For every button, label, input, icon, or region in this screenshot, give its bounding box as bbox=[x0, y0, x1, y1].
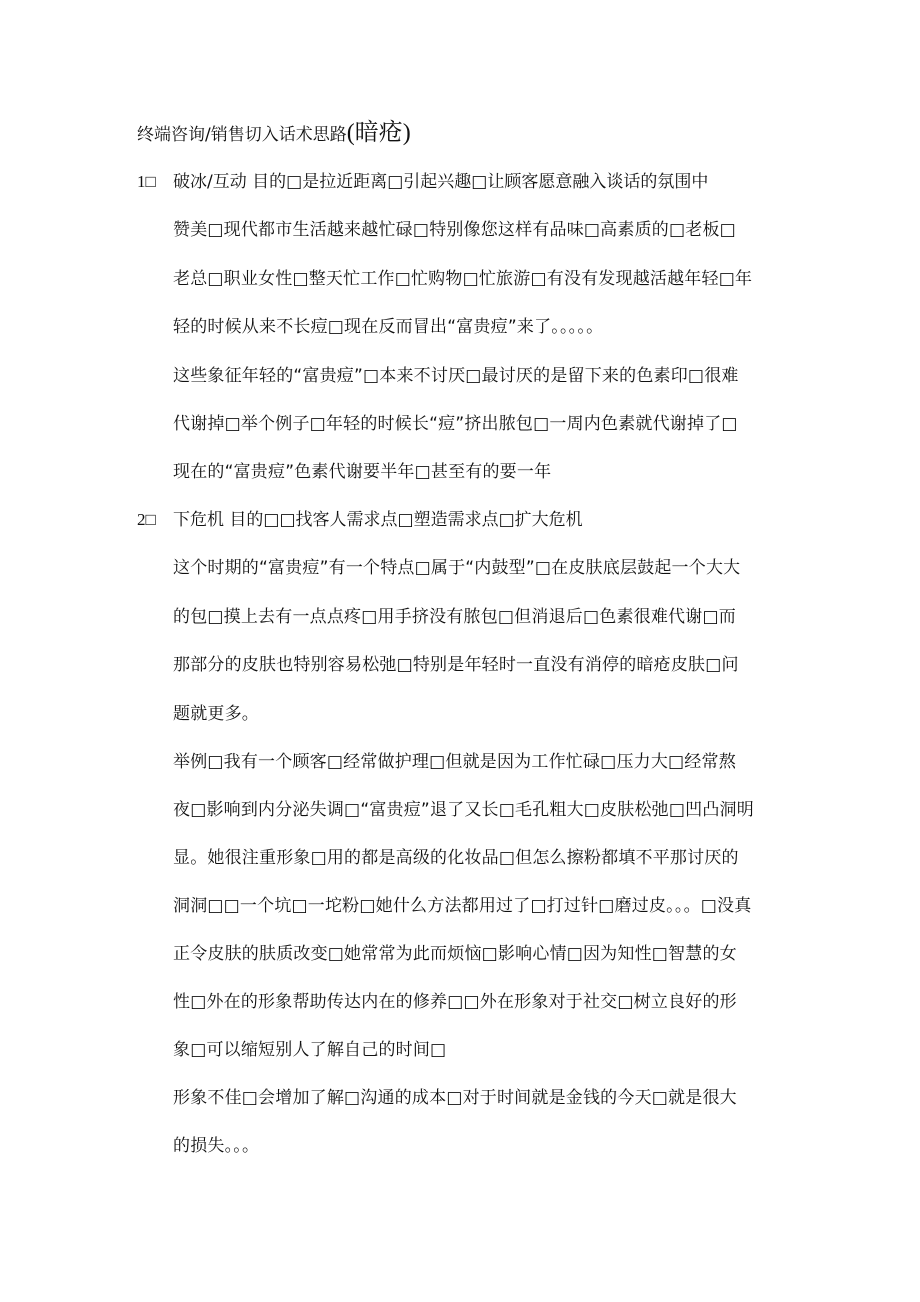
paragraph-line: 题就更多。 bbox=[173, 704, 259, 724]
paragraph-line: 象□可以缩短别人了解自己的时间□ bbox=[173, 1040, 447, 1060]
paragraph-line: 的损失。。。 bbox=[173, 1136, 260, 1156]
paragraph-line: 正令皮肤的肤质改变□她常常为此而烦恼□影响心情□因为知性□智慧的女 bbox=[173, 944, 737, 964]
paragraph-line: 洞洞□□一个坑□一坨粉□她什么方法都用过了□打过针□磨过皮。。。□没真 bbox=[173, 896, 752, 916]
section-number: 2□ bbox=[137, 510, 156, 529]
section-heading-text: 破冰/互动 目的□是拉近距离□引起兴趣□让顾客愿意融入谈话的氛围中 bbox=[173, 172, 709, 192]
paragraph-line: 的包□摸上去有一点点疼□用手挤没有脓包□但消退后□色素很难代谢□而 bbox=[173, 607, 736, 627]
paragraph-line: 老总□职业女性□整天忙工作□忙购物□忙旅游□有没有发现越活越年轻□年 bbox=[173, 269, 753, 289]
section-2-heading bbox=[137, 508, 897, 532]
paragraph-line: 显。她很注重形象□用的都是高级的化妆品□但怎么擦粉都填不平那讨厌的 bbox=[173, 848, 739, 868]
paragraph-line: 轻的时候从来不长痘□现在反而冒出“富贵痘”来了。。。。。 bbox=[173, 317, 604, 337]
paragraph-line: 赞美□现代都市生活越来越忙碌□特别像您这样有品味□高素质的□老板□ bbox=[173, 220, 736, 240]
section-heading-text: 下危机 目的□□找客人需求点□塑造需求点□扩大危机 bbox=[173, 510, 583, 530]
section-1-heading bbox=[137, 170, 897, 194]
title-close-paren: ) bbox=[402, 120, 411, 146]
document-title bbox=[137, 116, 411, 151]
paragraph-line: 代谢掉□举个例子□年轻的时候长“痘”挤出脓包□一周内色素就代谢掉了□ bbox=[173, 414, 738, 434]
title-open-paren: ( bbox=[346, 120, 355, 146]
paragraph-line: 那部分的皮肤也特别容易松弛□特别是年轻时一直没有消停的暗疮皮肤□问 bbox=[173, 655, 739, 675]
paragraph-line: 性□外在的形象帮助传达内在的修养□□外在形象对于社交□树立良好的形 bbox=[173, 992, 737, 1012]
section-number: 1□ bbox=[137, 172, 156, 191]
paragraph-line: 现在的“富贵痘”色素代谢要半年□甚至有的要一年 bbox=[173, 462, 552, 482]
paragraph-line: 举例□我有一个顾客□经常做护理□但就是因为工作忙碌□压力大□经常熬 bbox=[173, 752, 736, 772]
title-suffix: 暗疮 bbox=[354, 118, 403, 146]
paragraph-line: 这个时期的“富贵痘”有一个特点□属于“内鼓型”□在皮肤底层鼓起一个大大 bbox=[173, 558, 741, 578]
paragraph-line: 形象不佳□会增加了解□沟通的成本□对于时间就是金钱的今天□就是很大 bbox=[173, 1088, 737, 1108]
title-main: 终端咨询/销售切入话术思路 bbox=[137, 125, 347, 145]
paragraph-line: 这些象征年轻的“富贵痘”□本来不讨厌□最讨厌的是留下来的色素印□很难 bbox=[173, 366, 739, 386]
paragraph-line: 夜□影响到内分泌失调□“富贵痘”退了又长□毛孔粗大□皮肤松弛□凹凸洞明 bbox=[173, 800, 754, 820]
